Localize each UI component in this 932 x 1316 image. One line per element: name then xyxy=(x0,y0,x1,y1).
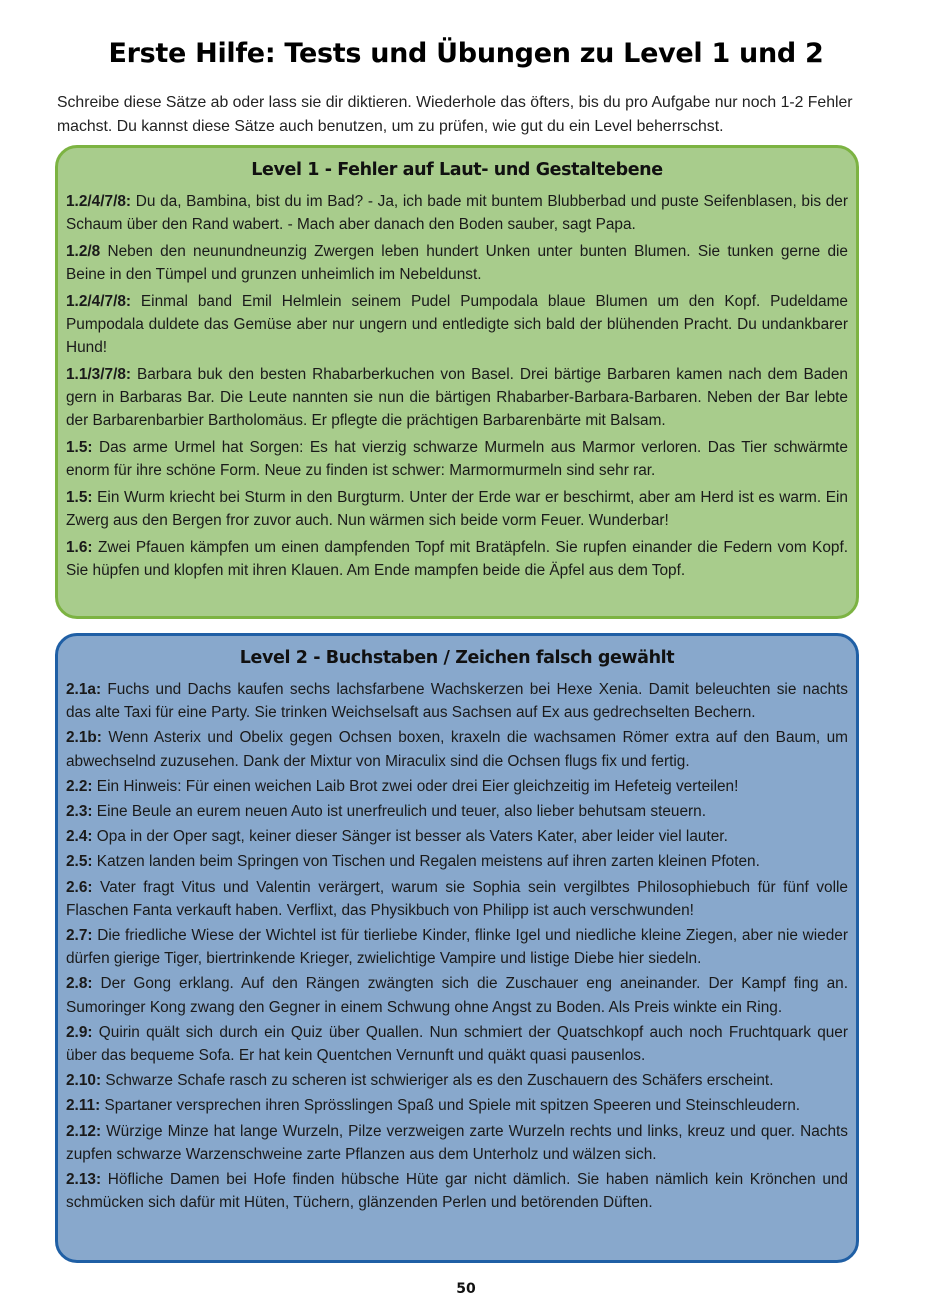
level2-entry xyxy=(66,1069,848,1092)
level2-entry xyxy=(66,972,848,1018)
level1-entry xyxy=(66,240,848,286)
level2-entry xyxy=(66,924,848,970)
level1-entry xyxy=(66,363,848,432)
level2-entry xyxy=(66,775,848,798)
level2-entry xyxy=(66,800,848,823)
level2-entry xyxy=(66,726,848,772)
entry-label: 2.12: xyxy=(66,1122,102,1140)
level1-entry xyxy=(66,486,848,532)
entry-label: 2.8: xyxy=(66,975,93,993)
entry-text: Zwei Pfauen kämpfen um einen dampfenden Topf mit Bratäpfeln. Sie rupfen einander die Federn vom Kopf. Sie hüpfen und klopfen mit ihren Klauen. Am Ende mampfen beide die Äpfel aus dem Topf. xyxy=(66,539,848,579)
entry-label: 2.10: xyxy=(66,1072,102,1090)
entry-text: Schwarze Schafe rasch zu scheren ist schwieriger als es den Zuschauern des Schäfers erscheint. xyxy=(101,1072,774,1090)
entry-text: Opa in der Oper sagt, keiner dieser Sänger ist besser als Vaters Kater, aber leider viel lauter. xyxy=(92,828,728,846)
entry-label: 2.9: xyxy=(66,1023,93,1041)
entry-text: Barbara buk den besten Rhabarberkuchen von Basel. Drei bärtige Barbaren kamen nach dem Baden gern in Barbaras Bar. Die Leute nannten sie nun die bärtigen Rhabarber-Barbara-Barbaren. Neben der Bar lebte der Barbarenbarbier Bartholomäus. Er pflegte die prächtigen Barbarenbärte mit Balsam. xyxy=(66,366,848,429)
entry-label: 2.2: xyxy=(66,777,93,795)
entry-text: Ein Hinweis: Für einen weichen Laib Brot zwei oder drei Eier gleichzeitig im Hefeteig verteilen! xyxy=(92,777,739,795)
entry-label: 2.1a: xyxy=(66,681,102,698)
entry-label: 1.5: xyxy=(66,439,93,456)
entry-label: 1.5: xyxy=(66,489,93,506)
entry-label: 1.2/8 xyxy=(66,243,101,260)
level1-entry xyxy=(66,536,848,582)
level2-entry xyxy=(66,825,848,848)
level2-entry xyxy=(66,678,848,724)
level2-entry xyxy=(66,1094,848,1117)
level1-entry xyxy=(66,290,848,359)
level1-entry xyxy=(66,436,848,482)
entry-text: Einmal band Emil Helmlein seinem Pudel Pumpodala blaue Blumen um den Kopf. Pudeldame Pumpodala duldete das Gemüse aber nur ungern und entledigte sich bald der blühenden Pracht. Du undankbarer Hund! xyxy=(66,293,848,356)
entry-text: Fuchs und Dachs kaufen sechs lachsfarbene Wachskerzen bei Hexe Xenia. Damit beleuchten sie nachts das alte Taxi für eine Party. Sie trinken Weichselsaft aus Sachsen auf Ex aus gedrechselten Bechern. xyxy=(66,681,848,722)
entry-text: Quirin quält sich durch ein Quiz über Quallen. Nun schmiert der Quatschkopf auch noch Fruchtquark quer über das bequeme Sofa. Er hat kein Quentchen Vernunft und quäkt quasi pausenlos. xyxy=(66,1023,848,1065)
level2-entry xyxy=(66,850,848,873)
page-title: Erste Hilfe: Tests und Übungen zu Level 1 und 2 xyxy=(108,38,824,69)
entry-text: Die friedliche Wiese der Wichtel ist für tierliebe Kinder, flinke Igel und niedliche kleine Ziegen, aber nie wieder dürfen gierige Tiger, biertrinkende Krieger, zwielichtige Vampire und listige Diebe hier siedeln. xyxy=(66,927,848,968)
level2-entry xyxy=(66,1021,848,1067)
entry-text: Wenn Asterix und Obelix gegen Ochsen boxen, kraxeln die wachsamen Römer extra auf den Baum, um abwechselnd zuzusehen. Dank der Mixtur von Miraculix sind die Ochsen flugs fix und fertig. xyxy=(66,729,848,770)
entry-text: Eine Beule an eurem neuen Auto ist unerfreulich und teuer, also lieber behutsam steuern. xyxy=(92,803,706,821)
entry-label: 2.6: xyxy=(66,878,93,896)
level1-box xyxy=(55,145,859,619)
level1-heading: Level 1 - Fehler auf Laut- und Gestaltebene xyxy=(251,160,663,180)
entry-label: 2.7: xyxy=(66,927,93,945)
entry-label: 2.4: xyxy=(66,828,93,846)
page-number: 50 xyxy=(456,1281,476,1297)
entry-label: 2.11: xyxy=(66,1097,101,1115)
entry-text: Spartaner versprechen ihren Sprösslingen Spaß und Spiele mit spitzen Speeren und Steinschleudern. xyxy=(100,1097,801,1115)
level2-heading: Level 2 - Buchstaben / Zeichen falsch gewählt xyxy=(239,648,675,668)
entry-label: 2.1b: xyxy=(66,729,102,747)
entry-text: Neben den neunundneunzig Zwergen leben hundert Unken unter bunten Blumen. Sie tunken gerne die Beine in den Tümpel und grunzen unheimlich im Nebeldunst. xyxy=(66,243,848,283)
entry-label: 1.1/3/7/8: xyxy=(66,366,132,383)
intro-text: Schreibe diese Sätze ab oder lass sie dir diktieren. Wiederhole das öfters, bis du pro Aufgabe nur noch 1-2 Fehler machst. Du kannst diese Sätze auch benutzen, um zu prüfen, wie gut du ein Level beherrschst. xyxy=(57,94,853,135)
level2-entry xyxy=(66,876,848,922)
entry-text: Ein Wurm kriecht bei Sturm in den Burgturm. Unter der Erde war er beschirmt, aber am Herd ist es warm. Ein Zwerg aus den Bergen fror zuvor auch. Nun wärmen sich beide vorm Feuer. Wunderbar! xyxy=(66,489,848,529)
entry-text: Katzen landen beim Springen von Tischen und Regalen meistens auf ihren zarten kleinen Pfoten. xyxy=(92,853,760,871)
level2-box xyxy=(55,633,859,1263)
level2-entry xyxy=(66,1120,848,1166)
entry-text: Der Gong erklang. Auf den Rängen zwängten sich die Zuschauer eng aneinander. Der Kampf fing an. Sumoringer Kong zwang den Gegner in einem Schwung ohne Angst zu Boden. Als Preis winkte ein Ring. xyxy=(66,975,848,1016)
level1-entries xyxy=(66,190,848,582)
entry-label: 2.3: xyxy=(66,803,93,821)
entry-label: 2.5: xyxy=(66,853,93,871)
entry-text: Würzige Minze hat lange Wurzeln, Pilze verzweigen zarte Wurzeln rechts und links, kreuz und quer. Nachts zupfen schwarze Warzenschweine zarte Pflanzen aus dem Unterholz und wälzen sich. xyxy=(66,1122,848,1163)
entry-text: Das arme Urmel hat Sorgen: Es hat vierzig schwarze Murmeln aus Marmor verloren. Das Tier schwärmte enorm für ihre schöne Form. Neue zu finden ist schwer: Marmormurmeln sind sehr rar. xyxy=(66,439,848,479)
level2-entry xyxy=(66,1168,848,1214)
level1-entry xyxy=(66,190,848,236)
level2-entries xyxy=(66,678,848,1214)
entry-label: 1.6: xyxy=(66,539,93,556)
entry-label: 2.13: xyxy=(66,1171,102,1189)
entry-text: Vater fragt Vitus und Valentin verärgert, warum sie Sophia sein vergilbtes Philosophiebuch für fünf volle Flaschen Fanta verkauft haben. Verflixt, das Physikbuch von Philipp ist auch verschwunden! xyxy=(66,878,848,919)
entry-label: 1.2/4/7/8: xyxy=(66,293,132,310)
entry-text: Du da, Bambina, bist du im Bad? - Ja, ich bade mit buntem Blubberbad und puste Seifenblasen, bis der Schaum über den Rand wabert. - Mach aber danach den Boden sauber, sagt Papa. xyxy=(66,193,848,233)
entry-text: Höfliche Damen bei Hofe finden hübsche Hüte gar nicht dämlich. Sie haben nämlich kein Krönchen und schmücken sich dafür mit Hüten, Tüchern, glänzenden Perlen und betörenden Düften. xyxy=(66,1171,848,1212)
entry-label: 1.2/4/7/8: xyxy=(66,193,132,210)
